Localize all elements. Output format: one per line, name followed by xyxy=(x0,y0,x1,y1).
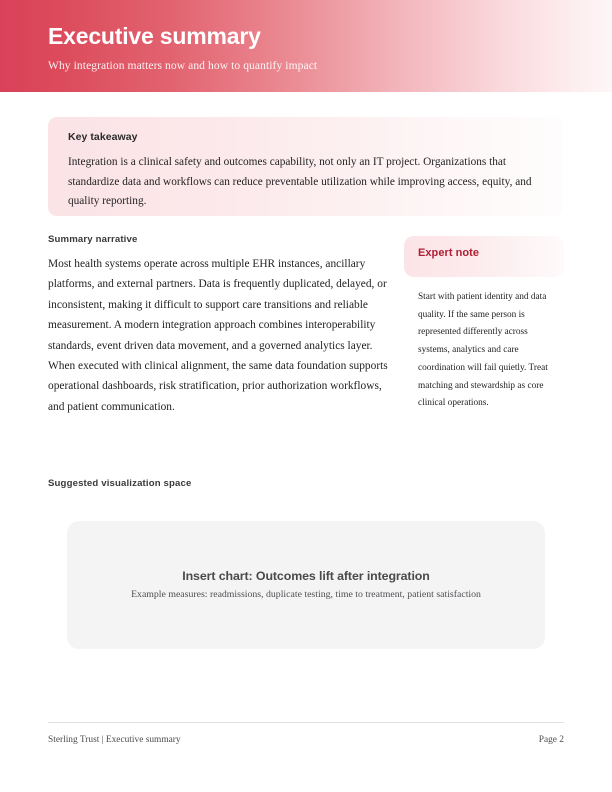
chart-placeholder-title: Insert chart: Outcomes lift after integration xyxy=(182,569,430,583)
footer-document-label: Sterling Trust | Executive summary xyxy=(48,735,181,745)
footer-divider xyxy=(48,722,564,723)
key-takeaway-callout xyxy=(48,117,563,216)
expert-note-panel xyxy=(404,236,564,409)
key-takeaway-title: Key takeaway xyxy=(68,131,138,143)
chart-placeholder-subtitle: Example measures: readmissions, duplicate testing, time to treatment, patient satisfaction xyxy=(131,589,481,600)
visualization-space-heading: Suggested visualization space xyxy=(48,478,192,489)
expert-note-title: Expert note xyxy=(418,247,480,259)
chart-placeholder-content xyxy=(67,569,545,603)
page-subtitle: Why integration matters now and how to quantify impact xyxy=(48,60,318,72)
expert-note-body: Start with patient identity and data quality. If the same person is represented differently across systems, analytics and care coordination will fail quietly. Treat matching and stewardship as core clinical operations. xyxy=(418,292,548,409)
key-takeaway-body: Integration is a clinical safety and outcomes capability, not only an IT project. Organizations that standardize data and workflows can reduce preventable utilization while improving access, equity, and quality reporting. xyxy=(68,156,532,207)
summary-narrative-heading: Summary narrative xyxy=(48,234,138,245)
summary-narrative-body: Most health systems operate across multiple EHR instances, ancillary platforms, and external partners. Data is frequently duplicated, delayed, or inconsistent, making it difficult to support care transitions and reliable measurement. A modern integration approach combines interoperability standards, event driven data movement, and a governed analytics layer. When executed with clinical alignment, the same data foundation supports operational dashboards, risk stratification, prior authorization workflows, and patient communication. xyxy=(48,258,388,413)
page-title: Executive summary xyxy=(48,23,261,49)
page-header-band xyxy=(0,0,612,92)
footer-page-number: Page 2 xyxy=(538,735,564,745)
chart-placeholder-box xyxy=(67,521,545,649)
